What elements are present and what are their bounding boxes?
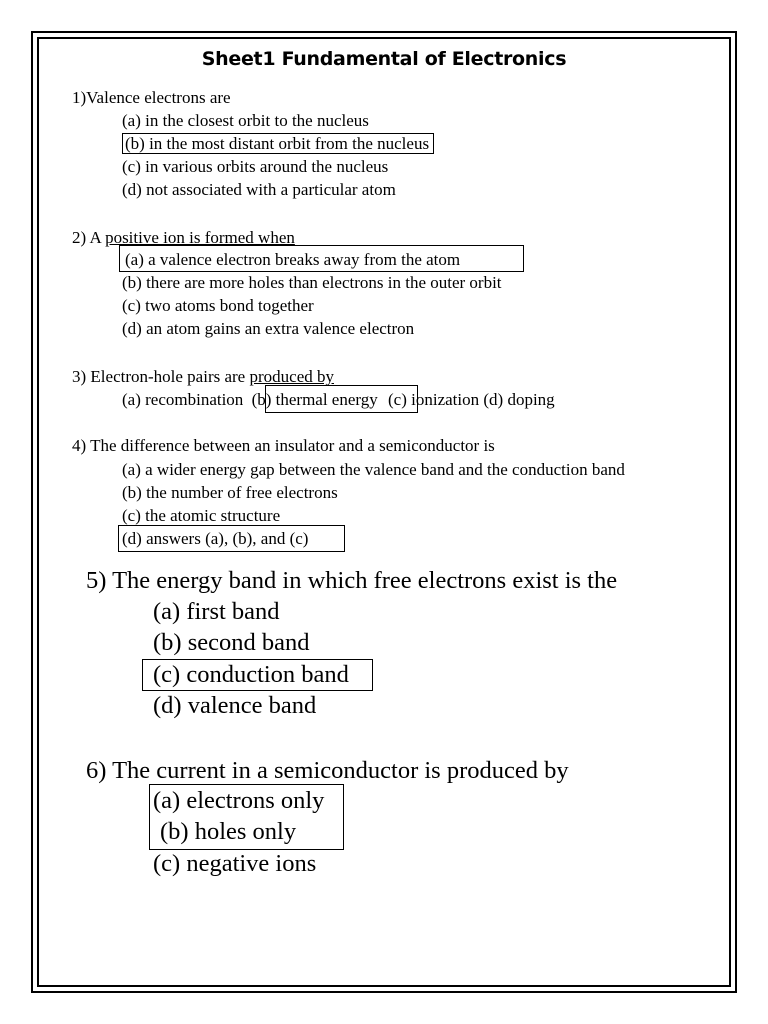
q3-option-a: (a) recombination	[122, 390, 244, 409]
q2-option-b: (b) there are more holes than electrons in the outer orbit	[122, 273, 502, 292]
q5-option-c-answer: (c) conduction band	[153, 661, 349, 688]
q3-option-c: (c) ionization	[388, 390, 480, 409]
q1-option-d: (d) not associated with a particular atom	[122, 180, 396, 199]
q6-question: 6) The current in a semiconductor is produced by	[86, 757, 569, 784]
q5-question: 5) The energy band in which free electrons exist is the	[86, 567, 618, 594]
q1-option-b-answer: (b) in the most distant orbit from the nucleus	[122, 133, 434, 154]
q4-option-a: (a) a wider energy gap between the valence band and the conduction band	[122, 460, 625, 479]
q6-option-b-answer: (b) holes only	[160, 818, 297, 845]
q5-option-b: (b) second band	[153, 629, 310, 656]
q3-question-text: 3) Electron-hole pairs are	[72, 367, 250, 386]
sheet-title: Sheet1 Fundamental of Electronics	[201, 48, 567, 70]
q1-option-c: (c) in various orbits around the nucleus	[122, 157, 389, 176]
q4-option-c: (c) the atomic structure	[122, 506, 281, 525]
q2-option-a-answer: (a) a valence electron breaks away from the atom	[125, 250, 461, 269]
q3-question	[72, 367, 334, 387]
q4-question: 4) The difference between an insulator and a semiconductor is	[72, 436, 495, 455]
q1-question: 1)Valence electrons are	[72, 88, 231, 107]
q3-option-b-answer: (b) thermal energy	[251, 390, 378, 409]
q2-option-c: (c) two atoms bond together	[122, 296, 314, 315]
q2-question-underlined: positive ion is formed when	[105, 228, 295, 247]
q6-option-c: (c) negative ions	[153, 850, 317, 877]
q5-option-a: (a) first band	[153, 598, 280, 625]
q2-question-text: 2) A	[72, 228, 106, 247]
q5-option-d: (d) valence band	[153, 692, 317, 719]
q3-option-d: (d) doping	[483, 390, 555, 409]
q4-option-d-answer: (d) answers (a), (b), and (c)	[122, 529, 309, 548]
q1-option-a: (a) in the closest orbit to the nucleus	[122, 111, 369, 130]
q2-option-d: (d) an atom gains an extra valence electron	[122, 319, 415, 338]
q4-option-b: (b) the number of free electrons	[122, 483, 338, 502]
q3-question-underlined: produced by	[249, 367, 334, 386]
q6-option-a-answer: (a) electrons only	[153, 787, 325, 814]
